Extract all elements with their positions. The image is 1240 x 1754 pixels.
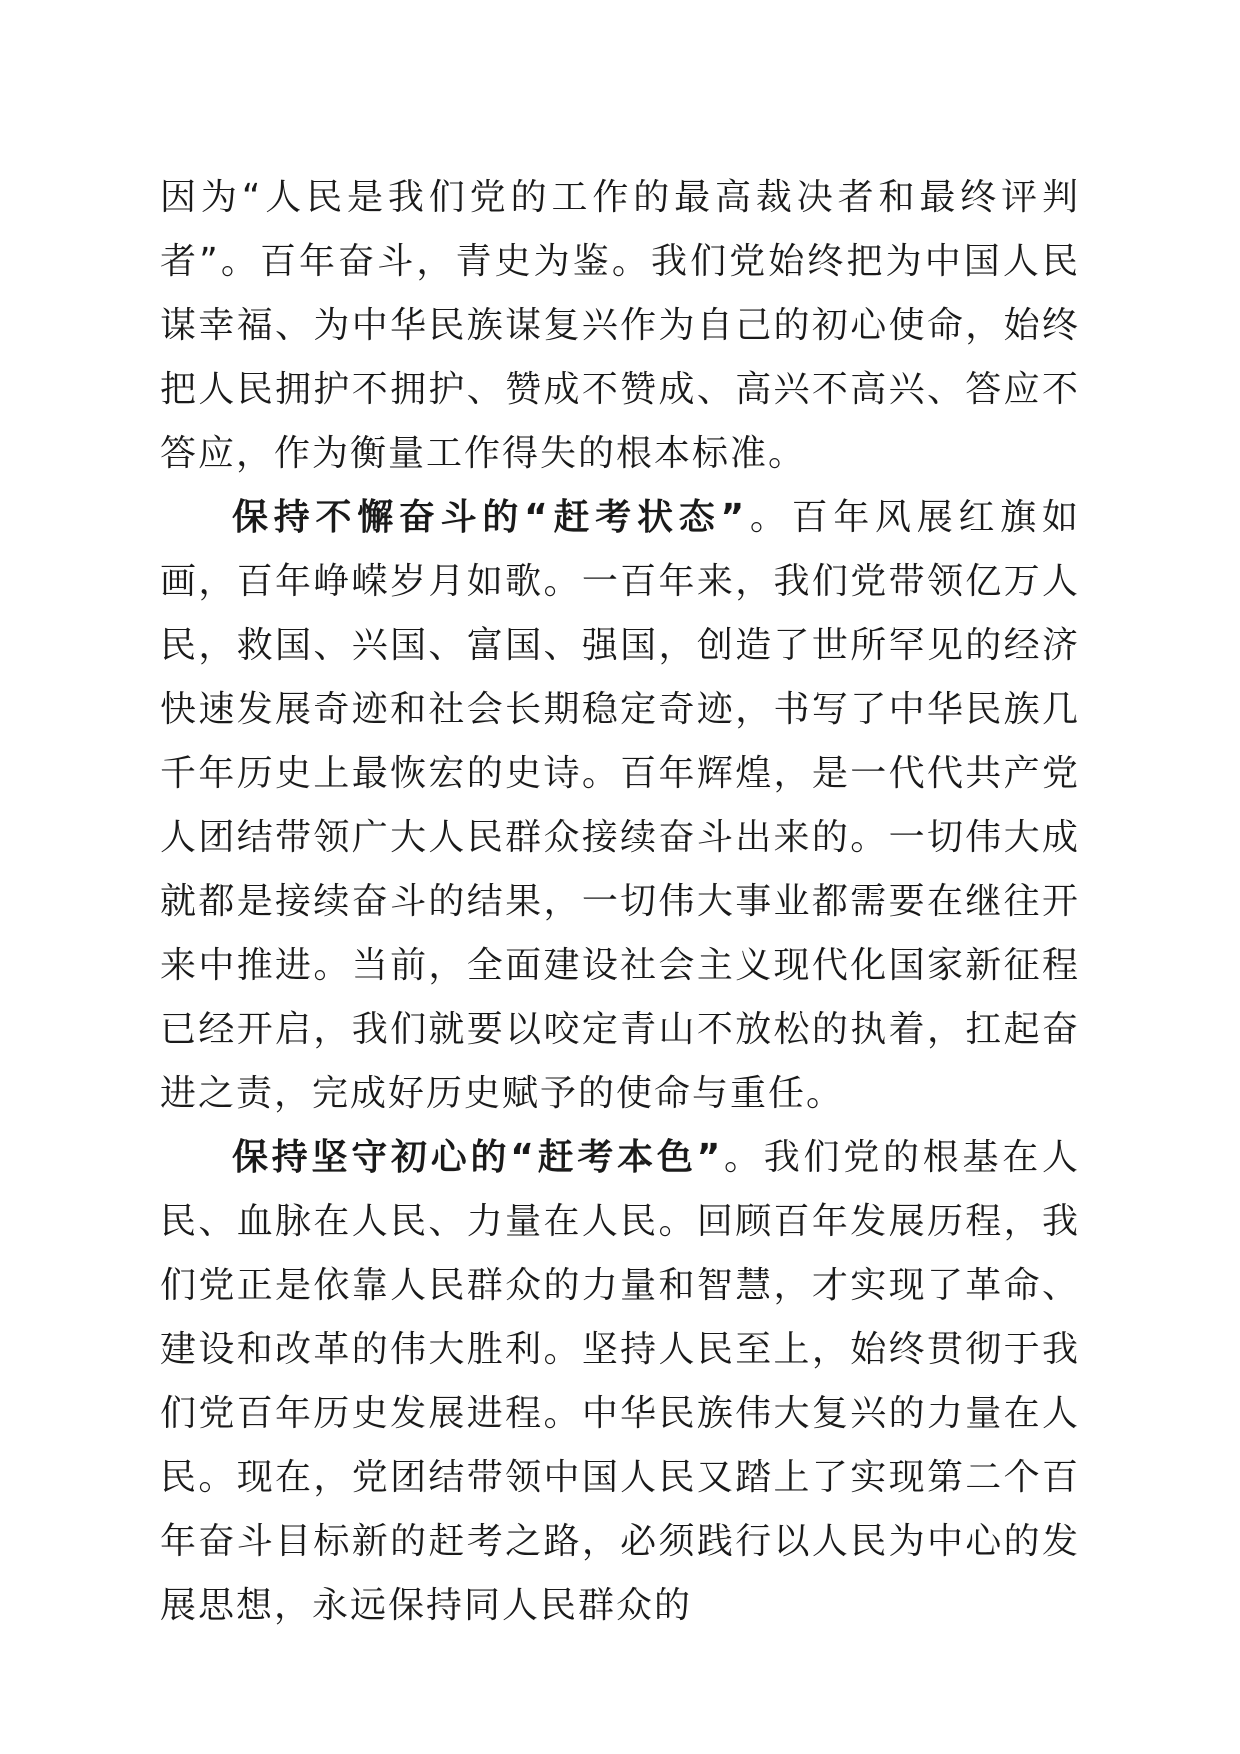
document-body: [160, 166, 1080, 1638]
paragraph-3-text: 。我们党的根基在人民、血脉在人民、力量在人民。回顾百年发展历程，我们党正是依靠人民群众的力量和智慧，才实现了革命、建设和改革的伟大胜利。坚持人民至上，始终贯彻于我们党百年历史发展进程。中华民族伟大复兴的力量在人民。现在，党团结带领中国人民又踏上了实现第二个百年奋斗目标新的赶考之路，必须践行以人民为中心的发展思想，永远保持同人民群众的: [160, 1137, 1080, 1626]
paragraph-3-heading: 保持坚守初心的“赶考本色”: [232, 1137, 723, 1178]
paragraph-2: [160, 486, 1080, 1126]
paragraph-2-heading: 保持不懈奋斗的“赶考状态”: [232, 497, 747, 538]
paragraph-3: [160, 1126, 1080, 1638]
paragraph-1: [160, 166, 1080, 486]
paragraph-1-text: 因为“人民是我们党的工作的最高裁决者和最终评判者”。百年奋斗，青史为鉴。我们党始终把为中国人民谋幸福、为中华民族谋复兴作为自己的初心使命，始终把人民拥护不拥护、赞成不赞成、高兴不高兴、答应不答应，作为衡量工作得失的根本标准。: [160, 177, 1080, 474]
paragraph-2-text: 。百年风展红旗如画，百年峥嵘岁月如歌。一百年来，我们党带领亿万人民，救国、兴国、富国、强国，创造了世所罕见的经济快速发展奇迹和社会长期稳定奇迹，书写了中华民族几千年历史上最恢宏的史诗。百年辉煌，是一代代共产党人团结带领广大人民群众接续奋斗出来的。一切伟大成就都是接续奋斗的结果，一切伟大事业都需要在继往开来中推进。当前，全面建设社会主义现代化国家新征程已经开启，我们就要以咬定青山不放松的执着，扛起奋进之责，完成好历史赋予的使命与重任。: [160, 497, 1080, 1114]
